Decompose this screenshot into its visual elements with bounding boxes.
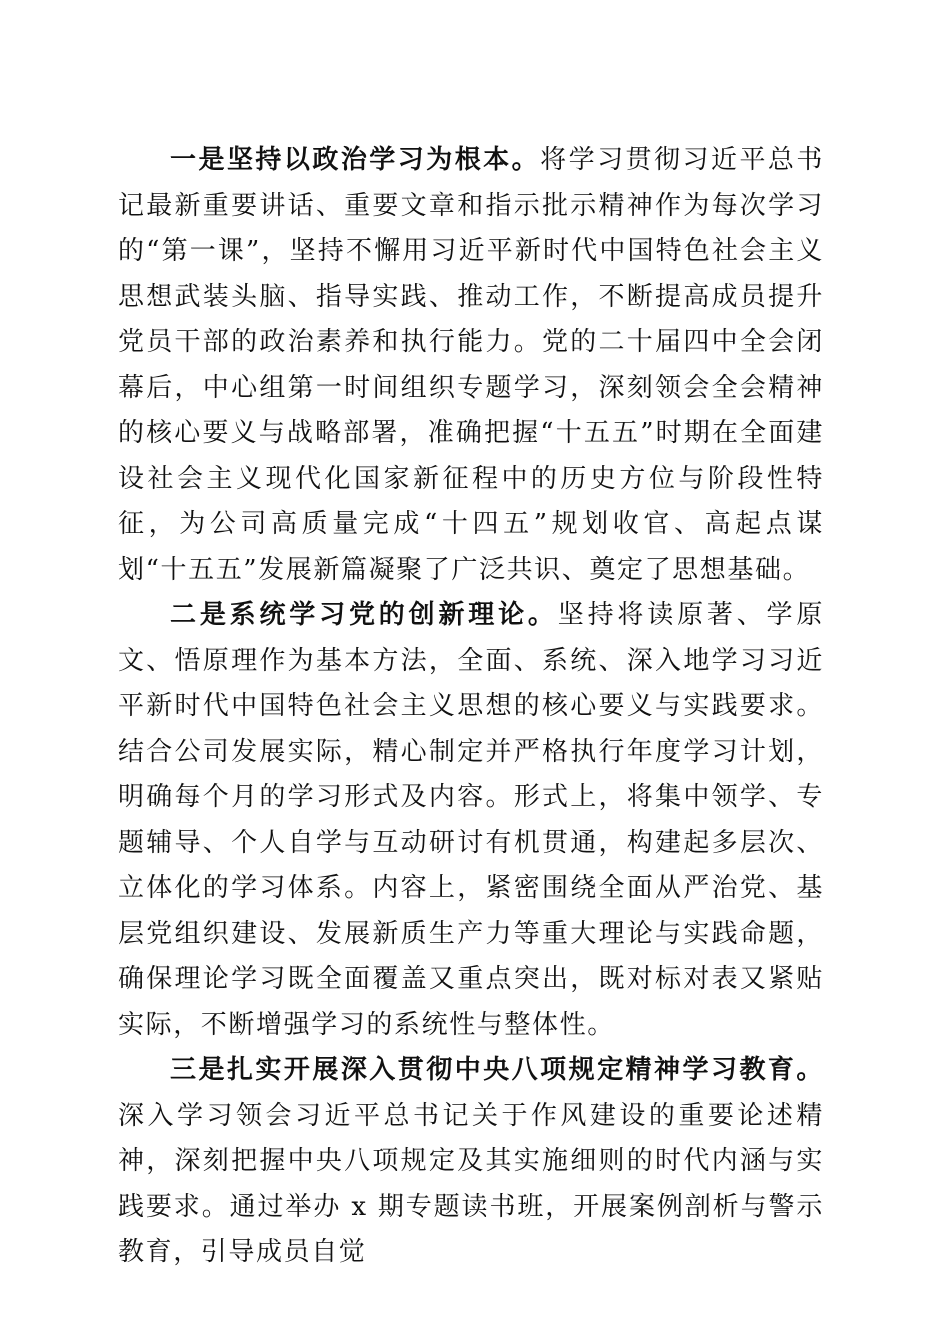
paragraph-eight-rules-education (118, 1048, 824, 1276)
paragraph-political-study (118, 138, 824, 593)
paragraph-lead: 三是扎实开展深入贯彻中央八项规定精神学习教育。 (170, 1055, 824, 1085)
paragraph-text: 深入学习领会习近平总书记关于作风建设的重要论述精神，深刻把握中央八项规定及其实施细则的时代内涵与实践要求。通过举办 x 期专题读书班，开展案例剖析与警示教育，引导成员自觉 (118, 1100, 824, 1267)
document-body (118, 138, 824, 1276)
paragraph-lead: 一是坚持以政治学习为根本。 (170, 145, 541, 175)
paragraph-lead: 二是系统学习党的创新理论。 (170, 600, 558, 630)
paragraph-theory-study (118, 593, 824, 1048)
paragraph-text: 坚持将读原著、学原文、悟原理作为基本方法，全面、系统、深入地学习习近平新时代中国特色社会主义思想的核心要义与实践要求。结合公司发展实际，精心制定并严格执行年度学习计划，明确每个月的学习形式及内容。形式上，将集中领学、专题辅导、个人自学与互动研讨有机贯通，构建起多层次、立体化的学习体系。内容上，紧密围绕全面从严治党、基层党组织建设、发展新质生产力等重大理论与实践命题，确保理论学习既全面覆盖又重点突出，既对标对表又紧贴实际，不断增强学习的系统性与整体性。 (118, 600, 824, 1040)
paragraph-text: 将学习贯彻习近平总书记最新重要讲话、重要文章和指示批示精神作为每次学习的“第一课”，坚持不懈用习近平新时代中国特色社会主义思想武装头脑、指导实践、推动工作，不断提高成员提升党员干部的政治素养和执行能力。党的二十届四中全会闭幕后，中心组第一时间组织专题学习，深刻领会全会精神的核心要义与战略部署，准确把握“十五五”时期在全面建设社会主义现代化国家新征程中的历史方位与阶段性特征，为公司高质量完成“十四五”规划收官、高起点谋划“十五五”发展新篇凝聚了广泛共识、奠定了思想基础。 (118, 145, 824, 585)
